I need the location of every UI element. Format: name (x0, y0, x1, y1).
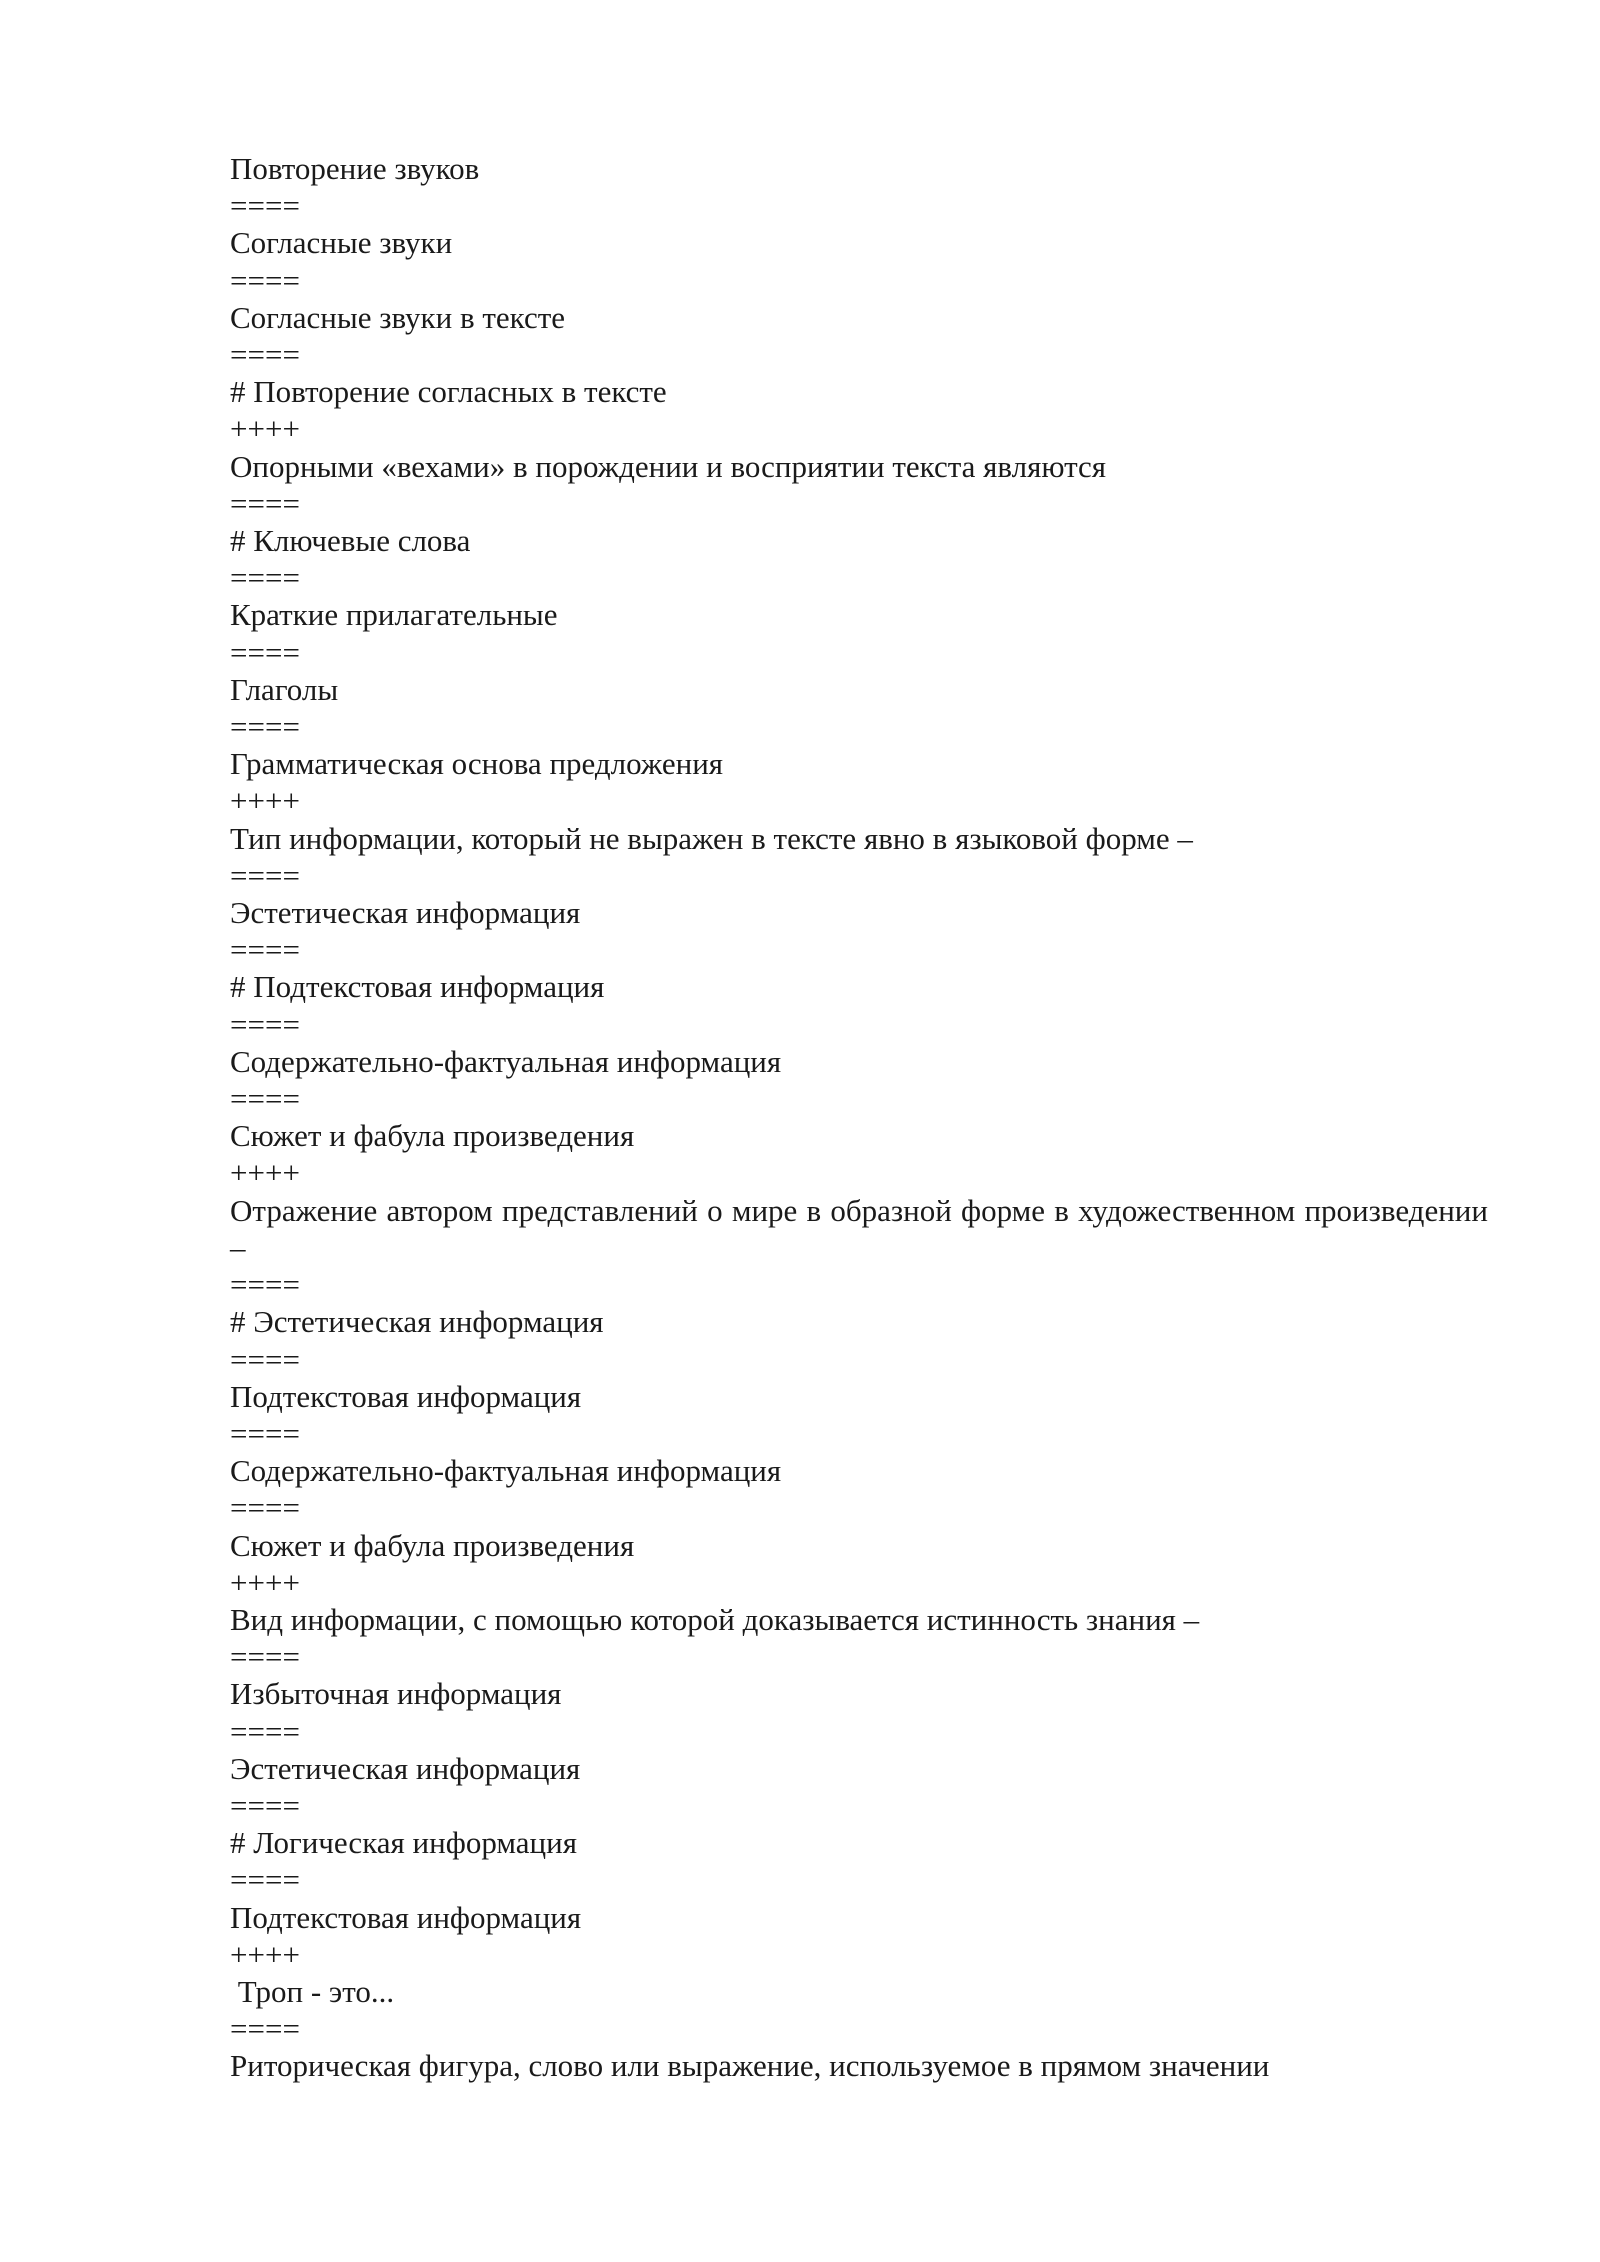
option-separator: ==== (230, 1267, 300, 1303)
option-separator: ==== (230, 2011, 300, 2047)
question-text: Опорными «вехами» в порождении и восприятии текста являются (230, 448, 1107, 484)
option-line: Глаголы (230, 671, 339, 707)
option-separator: ==== (230, 337, 300, 373)
correct-answer-line: # Подтекстовая информация (230, 969, 605, 1005)
option-separator: ==== (230, 188, 300, 224)
option-line: Сюжет и фабула произведения (230, 1527, 635, 1563)
document-page (230, 150, 1488, 2085)
option-separator: ==== (230, 1490, 300, 1526)
option-line: Согласные звуки (230, 225, 453, 261)
option-line: Эстетическая информация (230, 895, 581, 931)
option-separator: ==== (230, 1081, 300, 1117)
question-separator: ++++ (230, 411, 300, 447)
option-line: Содержательно-фактуальная информация (230, 1043, 782, 1079)
question-text: Тип информации, который не выражен в тексте явно в языковой форме – (230, 820, 1193, 856)
option-separator: ==== (230, 932, 300, 968)
option-separator: ==== (230, 560, 300, 596)
option-separator: ==== (230, 709, 300, 745)
option-separator: ==== (230, 1341, 300, 1377)
option-line: Содержательно-фактуальная информация (230, 1453, 782, 1489)
option-line: Краткие прилагательные (230, 597, 558, 633)
correct-answer-line: # Эстетическая информация (230, 1304, 604, 1340)
option-separator: ==== (230, 1713, 300, 1749)
question-separator: ++++ (230, 1155, 300, 1191)
option-separator: ==== (230, 485, 300, 521)
correct-answer-line: # Ключевые слова (230, 523, 471, 559)
option-separator: ==== (230, 1639, 300, 1675)
correct-answer-line: # Логическая информация (230, 1825, 577, 1861)
option-line: Подтекстовая информация (230, 1899, 582, 1935)
option-line: Сюжет и фабула произведения (230, 1118, 635, 1154)
option-separator: ==== (230, 1787, 300, 1823)
option-line: Согласные звуки в тексте (230, 299, 566, 335)
option-line: Эстетическая информация (230, 1750, 581, 1786)
question-text: Отражение автором представлений о мире в образной форме в художественном произведении – (230, 1192, 1488, 1265)
option-line: Повторение звуков (230, 151, 480, 186)
question-text: Троп - это... (230, 1973, 395, 2009)
option-line: Избыточная информация (230, 1676, 562, 1712)
question-text: Вид информации, с помощью которой доказывается истинность знания – (230, 1601, 1200, 1637)
option-separator: ==== (230, 634, 300, 670)
option-separator: ==== (230, 1862, 300, 1898)
option-separator: ==== (230, 1006, 300, 1042)
question-separator: ++++ (230, 1564, 300, 1600)
option-line: Подтекстовая информация (230, 1378, 582, 1414)
option-separator: ==== (230, 1415, 300, 1451)
option-line: Грамматическая основа предложения (230, 746, 724, 782)
question-separator: ++++ (230, 1936, 300, 1972)
option-separator: ==== (230, 262, 300, 298)
question-separator: ++++ (230, 783, 300, 819)
option-line: Риторическая фигура, слово или выражение, используемое в прямом значении (230, 2048, 1270, 2084)
correct-answer-line: # Повторение согласных в тексте (230, 374, 667, 410)
option-separator: ==== (230, 857, 300, 893)
